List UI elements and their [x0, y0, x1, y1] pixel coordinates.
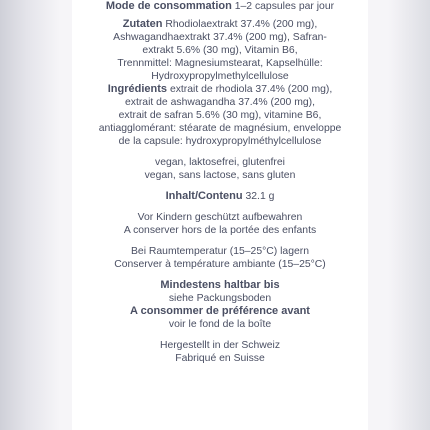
ingredients-fr-line-5: de la capsule: hydroxypropylméthylcellulose	[118, 136, 322, 147]
ingredients-fr-line-2: extrait de ashwagandha 37.4% (200 mg),	[124, 97, 316, 108]
ingredients-de-line-3: extrakt 5.6% (30 mg), Vitamin B6,	[142, 45, 298, 56]
children-warning-fr: A conserver hors de la portée des enfants	[123, 225, 317, 236]
ingredients-fr-line-4: antiagglomérant: stéarate de magnésium, enveloppe	[98, 123, 342, 134]
best-before-text-de: siehe Packungsboden	[168, 293, 272, 304]
content-value: 32.1 g	[245, 191, 275, 202]
content-heading: Inhalt/Contenu	[165, 190, 243, 202]
ingredients-de-line-1: Zutaten Rhodiolaextrakt 37.4% (200 mg),	[122, 18, 318, 30]
usage-heading: Mode de consommation	[105, 0, 232, 12]
ingredients-fr-line-3: extrait de safran 5.6% (30 mg), vitamine B6,	[118, 110, 322, 121]
ingredients-de-line-4: Trennmittel: Magnesiumstearat, Kapselhülle:	[117, 58, 323, 69]
usage-line	[80, 0, 360, 13]
best-before-text-fr: voir le fond de la boîte	[168, 319, 272, 330]
storage-de: Bei Raumtemperatur (15–25°C) lagern	[131, 246, 309, 257]
diet-de: vegan, laktosefrei, glutenfrei	[155, 157, 285, 168]
origin-fr: Fabriqué en Suisse	[175, 353, 265, 364]
box-right-edge-shadow	[388, 0, 430, 430]
label-text	[80, 0, 360, 365]
ingredients-fr-line-1: Ingrédients extrait de rhodiola 37.4% (200 mg),	[107, 83, 333, 95]
children-warning-de: Vor Kindern geschützt aufbewahren	[137, 212, 303, 223]
content-line	[80, 190, 360, 203]
best-before-heading-de: Mindestens haltbar bis	[160, 279, 280, 291]
ingredients-fr-heading: Ingrédients	[107, 83, 168, 95]
box-left-edge-shadow	[0, 0, 60, 430]
best-before-heading-fr: A consommer de préférence avant	[130, 305, 310, 317]
ingredients-de-line-2: Ashwagandhaextrakt 37.4% (200 mg), Safran-	[113, 32, 327, 43]
storage-fr: Conserver à température ambiante (15–25°C)	[114, 259, 326, 270]
diet-fr: vegan, sans lactose, sans gluten	[144, 170, 296, 181]
ingredients-de-line-5: Hydroxypropylmethylcellulose	[151, 71, 289, 82]
origin-de: Hergestellt in der Schweiz	[159, 340, 281, 351]
ingredients-de-heading: Zutaten	[122, 18, 163, 30]
usage-value: 1–2 capsules par jour	[234, 1, 335, 12]
